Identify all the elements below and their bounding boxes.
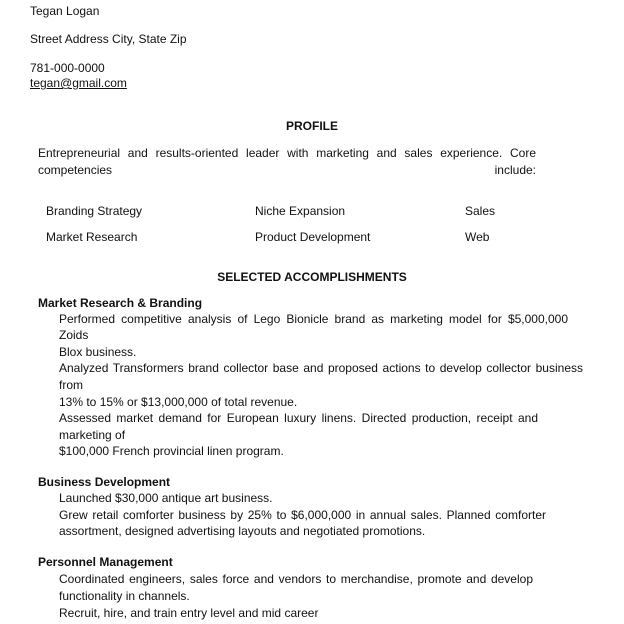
contact-phone: 781-000-0000: [30, 61, 105, 75]
competency-item: Market Research: [46, 230, 138, 244]
accomplishment-line: Performed competitive analysis of Lego Bionicle brand as marketing model for $5,000,000: [59, 312, 568, 326]
section-title-personnel-management: Personnel Management: [38, 555, 173, 569]
competency-item: Web: [465, 230, 490, 244]
profile-heading: PROFILE: [285, 119, 338, 133]
accomplishment-line: Launched $30,000 antique art business.: [59, 491, 273, 505]
accomplishments-heading: SELECTED ACCOMPLISHMENTS: [217, 270, 407, 284]
accomplishment-line: assortment, designed advertising layouts and negotiated promotions.: [59, 524, 426, 538]
competency-item: Branding Strategy: [46, 204, 143, 218]
profile-summary: Entrepreneurial and results-oriented leader with marketing and sales experience. Core competencies include:: [38, 146, 536, 177]
section-title-market-research: Market Research & Branding: [38, 296, 203, 310]
competency-item: Sales: [465, 204, 496, 218]
accomplishment-line: from: [59, 378, 83, 392]
accomplishment-line: Zoids: [59, 328, 89, 342]
competency-item: Product Development: [255, 230, 371, 244]
contact-name: Tegan Logan: [30, 4, 100, 18]
section-title-business-development: Business Development: [38, 475, 171, 489]
competency-item: Niche Expansion: [255, 204, 346, 218]
accomplishment-line: Coordinated engineers, sales force and vendors to merchandise, promote and develop: [59, 572, 533, 586]
accomplishment-line: marketing of: [59, 428, 126, 442]
accomplishment-line: Recruit, hire, and train entry level and mid career: [59, 606, 319, 620]
accomplishment-line: 13% to 15% or $13,000,000 of total revenue.: [59, 395, 298, 409]
contact-email-link[interactable]: tegan@gmail.com: [30, 76, 127, 90]
accomplishment-line: functionality in channels.: [59, 589, 190, 603]
contact-address: Street Address City, State Zip: [30, 32, 187, 46]
accomplishment-line: Grew retail comforter business by 25% to $6,000,000 in annual sales. Planned comforter: [59, 508, 546, 522]
accomplishment-line: Analyzed Transformers brand collector base and proposed actions to develop collector business: [59, 361, 583, 375]
accomplishment-line: Assessed market demand for European luxury linens. Directed production, receipt and: [59, 411, 538, 425]
accomplishment-line: Blox business.: [59, 345, 137, 359]
accomplishment-line: $100,000 French provincial linen program.: [59, 444, 284, 458]
